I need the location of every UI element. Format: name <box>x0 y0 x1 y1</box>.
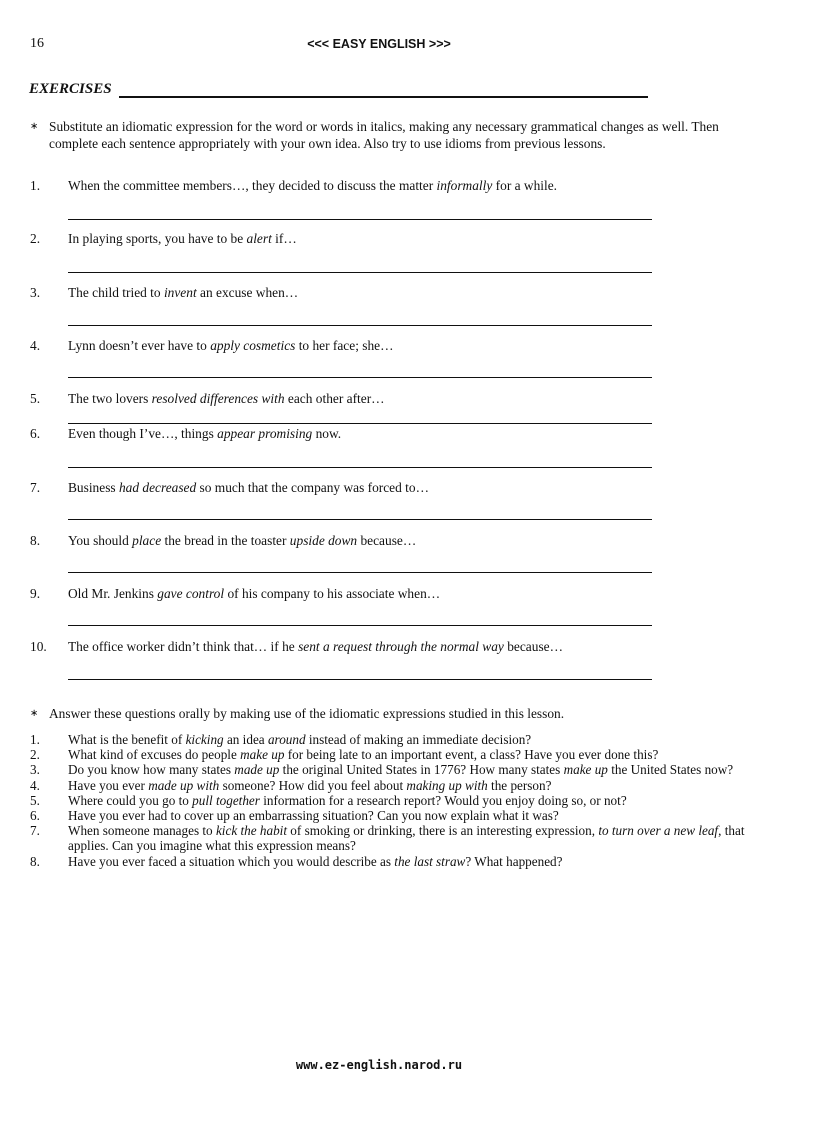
answer-line[interactable] <box>68 572 652 573</box>
answer-line[interactable] <box>68 625 652 626</box>
oral-question: 8. Have you ever faced a situation which you would describe as the last straw? What happened? <box>30 853 563 869</box>
item-text: Even though I’ve…, things appear promising now. <box>68 426 342 441</box>
item-text: Old Mr. Jenkins gave control of his company to his associate when… <box>68 586 441 601</box>
item-text: Lynn doesn’t ever have to apply cosmetics to her face; she… <box>68 338 394 353</box>
item-number: 3. <box>30 285 41 300</box>
instruction-text: Substitute an idiomatic expression for the word or words in italics, making any necessary grammatical changes as well. Then complete each sentence appropriately with your own idea. Also try to use idioms from previous lessons. <box>49 119 719 151</box>
answer-line[interactable] <box>68 679 652 680</box>
answer-line[interactable] <box>68 423 652 424</box>
page-number: 16 <box>30 36 44 51</box>
instruction-text: Answer these questions orally by making use of the idiomatic expressions studied in this lesson. <box>49 706 565 721</box>
item-text: The two lovers resolved differences with each other after… <box>68 391 385 406</box>
item-text: You should place the bread in the toaster upside down because… <box>68 533 417 548</box>
oral-question-list <box>30 732 750 869</box>
item-number: 5. <box>30 391 41 406</box>
bullet-asterisk-icon: ∗ <box>30 121 39 132</box>
footer-url[interactable]: www.ez-english.narod.ru <box>295 1058 463 1072</box>
answer-line[interactable] <box>68 377 652 378</box>
answer-line[interactable] <box>68 325 652 326</box>
instruction-2 <box>30 706 750 723</box>
oral-question: 4. Have you ever made up with someone? How did you feel about making up with the person? <box>30 777 552 793</box>
item-number: 4. <box>30 338 41 353</box>
item-text: The office worker didn’t think that… if he sent a request through the normal way because… <box>68 639 563 654</box>
header-title: <<< EASY ENGLISH >>> <box>307 37 451 51</box>
item-number: 6. <box>30 426 41 441</box>
answer-line[interactable] <box>68 272 652 273</box>
item-number: 7. <box>30 480 41 495</box>
answer-line[interactable] <box>68 467 652 468</box>
answer-line[interactable] <box>68 219 652 220</box>
answer-line[interactable] <box>68 519 652 520</box>
item-number: 9. <box>30 586 41 601</box>
oral-question: 6. Have you ever had to cover up an embarrassing situation? Can you now explain what it was? <box>30 808 559 824</box>
item-number: 8. <box>30 533 41 548</box>
heading-underline <box>119 96 648 98</box>
exercises-heading: EXERCISES <box>29 81 112 97</box>
item-text: Business had decreased so much that the company was forced to… <box>68 480 429 495</box>
item-text: In playing sports, you have to be alert if… <box>68 231 297 246</box>
item-text: The child tried to invent an excuse when… <box>68 285 299 300</box>
item-number: 10. <box>30 639 47 654</box>
instruction-1 <box>30 119 750 153</box>
item-text: When the committee members…, they decided to discuss the matter informally for a while. <box>68 178 558 193</box>
oral-question: 5. Where could you go to pull together information for a research report? Would you enjoy doing so, or not? <box>30 792 627 808</box>
oral-question: 3. Do you know how many states made up the original United States in 1776? How many states make up the United States now? <box>30 762 734 778</box>
oral-question: 2. What kind of excuses do people make up for being late to an important event, a class? Have you ever done this? <box>30 747 659 763</box>
oral-question: 7. When someone manages to kick the habit of smoking or drinking, there is an interesting expression, to turn over a new leaf, that applies. Can you imagine what this expression means? <box>30 823 745 854</box>
bullet-asterisk-icon: ∗ <box>30 708 39 719</box>
item-number: 1. <box>30 178 41 193</box>
oral-question: 1. What is the benefit of kicking an idea around instead of making an immediate decision? <box>30 732 532 747</box>
item-number: 2. <box>30 231 41 246</box>
